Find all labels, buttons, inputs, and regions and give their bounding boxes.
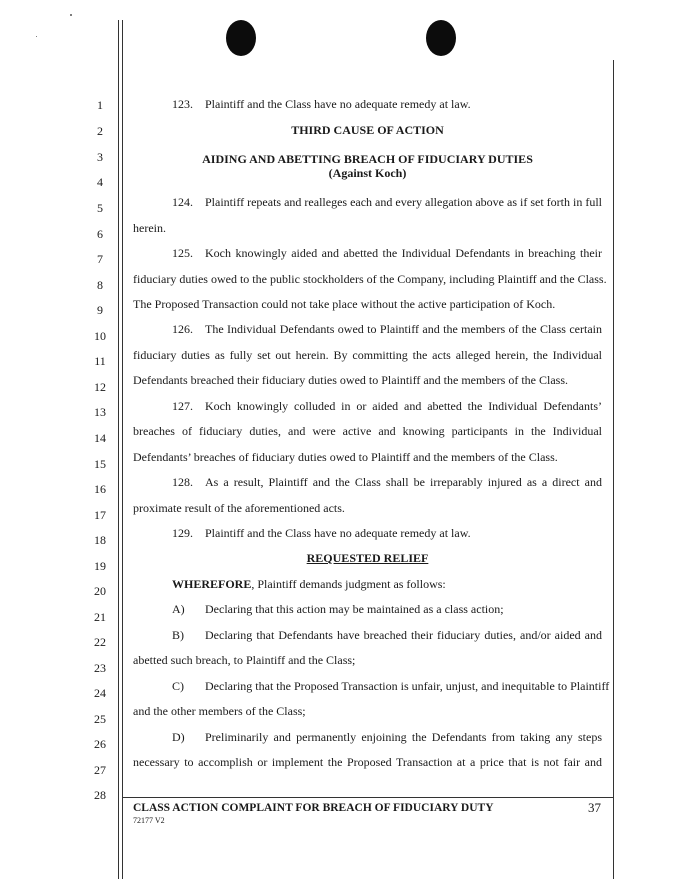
line-number: 28 — [94, 788, 106, 802]
line-number: 5 — [97, 201, 103, 215]
item-text: Preliminarily and permanently enjoining the Defendants from taking any steps — [205, 730, 602, 744]
line-number: 4 — [97, 175, 103, 189]
footer-rule — [122, 797, 613, 798]
paragraph-127-line-2: breaches of fiduciary duties, and were active and knowing participants in the Individual — [133, 424, 602, 438]
paragraph-number: 125. — [172, 246, 193, 260]
item-text: Declaring that Defendants have breached their fiduciary duties, and/or aided and — [205, 628, 602, 642]
line-number: 14 — [94, 431, 106, 445]
paragraph-number: 127. — [172, 399, 193, 413]
item-text: Declaring that this action may be maintained as a class action; — [205, 602, 504, 616]
paragraph-129 — [172, 526, 471, 541]
line-number: 19 — [94, 559, 106, 573]
line-number: 10 — [94, 329, 106, 343]
paragraph-text: The Individual Defendants owed to Plaintiff and the members of the Class certain — [205, 322, 602, 336]
aiding-abetting-heading: AIDING AND ABETTING BREACH OF FIDUCIARY DUTIES — [202, 152, 533, 166]
paragraph-number: 126. — [172, 322, 193, 336]
line-number: 26 — [94, 737, 106, 751]
paragraph-123 — [172, 97, 471, 112]
paragraph-number: 128. — [172, 475, 193, 489]
wherefore-text: , Plaintiff demands judgment as follows: — [251, 577, 446, 591]
paragraph-128-line-1 — [133, 475, 602, 490]
line-number: 7 — [97, 252, 103, 266]
line-number: 27 — [94, 763, 106, 777]
paragraph-127-line-3: Defendants’ breaches of fiduciary duties owed to Plaintiff and the members of the Class. — [133, 450, 558, 464]
item-text: Declaring that the Proposed Transaction is unfair, unjust, and inequitable to Plaintiff — [205, 679, 610, 693]
line-number: 15 — [94, 457, 106, 471]
paragraph-126-line-2: fiduciary duties as fully set out herein. By committing the acts alleged herein, the Individual — [133, 348, 602, 362]
relief-item-c-line-1 — [133, 679, 610, 694]
paragraph-number: 123. — [172, 97, 193, 111]
line-number: 3 — [97, 150, 103, 164]
paragraph-124-line-1 — [133, 195, 602, 210]
paragraph-number: 124. — [172, 195, 193, 209]
item-label: A) — [172, 602, 185, 616]
line-number: 13 — [94, 405, 106, 419]
paragraph-text: Koch knowingly colluded in or aided and abetted the Individual Defendants’ — [205, 399, 602, 413]
against-koch-heading: (Against Koch) — [328, 166, 407, 180]
paragraph-128-line-2: proximate result of the aforementioned acts. — [133, 501, 345, 515]
relief-item-d-line-2: necessary to accomplish or implement the Proposed Transaction at a price that is not fair and — [133, 755, 602, 769]
wherefore-clause — [172, 577, 446, 592]
line-number: 12 — [94, 380, 106, 394]
item-label: B) — [172, 628, 184, 642]
paragraph-126-line-1 — [133, 322, 602, 337]
paragraph-number: 129. — [172, 526, 193, 540]
footer-title: CLASS ACTION COMPLAINT FOR BREACH OF FIDUCIARY DUTY — [133, 802, 494, 814]
paragraph-text: Plaintiff and the Class have no adequate remedy at law. — [205, 526, 471, 540]
page-number: 37 — [588, 800, 601, 815]
item-label: C) — [172, 679, 184, 693]
paragraph-text: Koch knowingly aided and abetted the Individual Defendants in breaching their — [205, 246, 602, 260]
footer-document-id: 72177 V2 — [133, 816, 165, 825]
line-number: 22 — [94, 635, 106, 649]
third-cause-heading: THIRD CAUSE OF ACTION — [291, 123, 444, 137]
left-margin-rule-inner — [122, 20, 123, 879]
line-number: 18 — [94, 533, 106, 547]
relief-item-b-line-1 — [133, 628, 602, 643]
paragraph-125-line-1 — [133, 246, 602, 261]
punch-hole-right — [426, 20, 456, 56]
requested-relief-heading: REQUESTED RELIEF — [306, 551, 429, 565]
line-number: 24 — [94, 686, 106, 700]
paragraph-126-line-3: Defendants breached their fiduciary duties owed to Plaintiff and the members of the Class. — [133, 373, 568, 387]
line-number: 8 — [97, 278, 103, 292]
line-number: 23 — [94, 661, 106, 675]
right-margin-rule — [613, 60, 614, 879]
line-number: 16 — [94, 482, 106, 496]
relief-item-c-line-2: and the other members of the Class; — [133, 704, 306, 718]
relief-item-d-line-1 — [133, 730, 602, 745]
relief-item-a — [172, 602, 504, 617]
scan-speck — [36, 36, 37, 37]
item-label: D) — [172, 730, 185, 744]
paragraph-125-line-2: fiduciary duties owed to the public stockholders of the Company, including Plaintiff and the Class. — [133, 272, 607, 286]
paragraph-text: Plaintiff and the Class have no adequate remedy at law. — [205, 97, 471, 111]
line-number: 20 — [94, 584, 106, 598]
paragraph-text: Plaintiff repeats and realleges each and every allegation above as if set forth in full — [205, 195, 602, 209]
line-number: 17 — [94, 508, 106, 522]
relief-item-b-line-2: abetted such breach, to Plaintiff and the Class; — [133, 653, 356, 667]
scan-speck — [70, 14, 72, 16]
line-number: 25 — [94, 712, 106, 726]
left-margin-rule — [118, 20, 119, 879]
wherefore-lead: WHEREFORE — [172, 577, 252, 591]
line-number: 9 — [97, 303, 103, 317]
line-number: 1 — [97, 98, 103, 112]
line-number: 6 — [97, 227, 103, 241]
line-number: 2 — [97, 124, 103, 138]
line-number: 11 — [94, 354, 106, 368]
punch-hole-left — [226, 20, 256, 56]
line-number: 21 — [94, 610, 106, 624]
paragraph-127-line-1 — [133, 399, 602, 414]
paragraph-125-line-3: The Proposed Transaction could not take place without the active participation of Koch. — [133, 297, 556, 311]
paragraph-124-line-2: herein. — [133, 221, 166, 235]
paragraph-text: As a result, Plaintiff and the Class shall be irreparably injured as a direct and — [205, 475, 602, 489]
